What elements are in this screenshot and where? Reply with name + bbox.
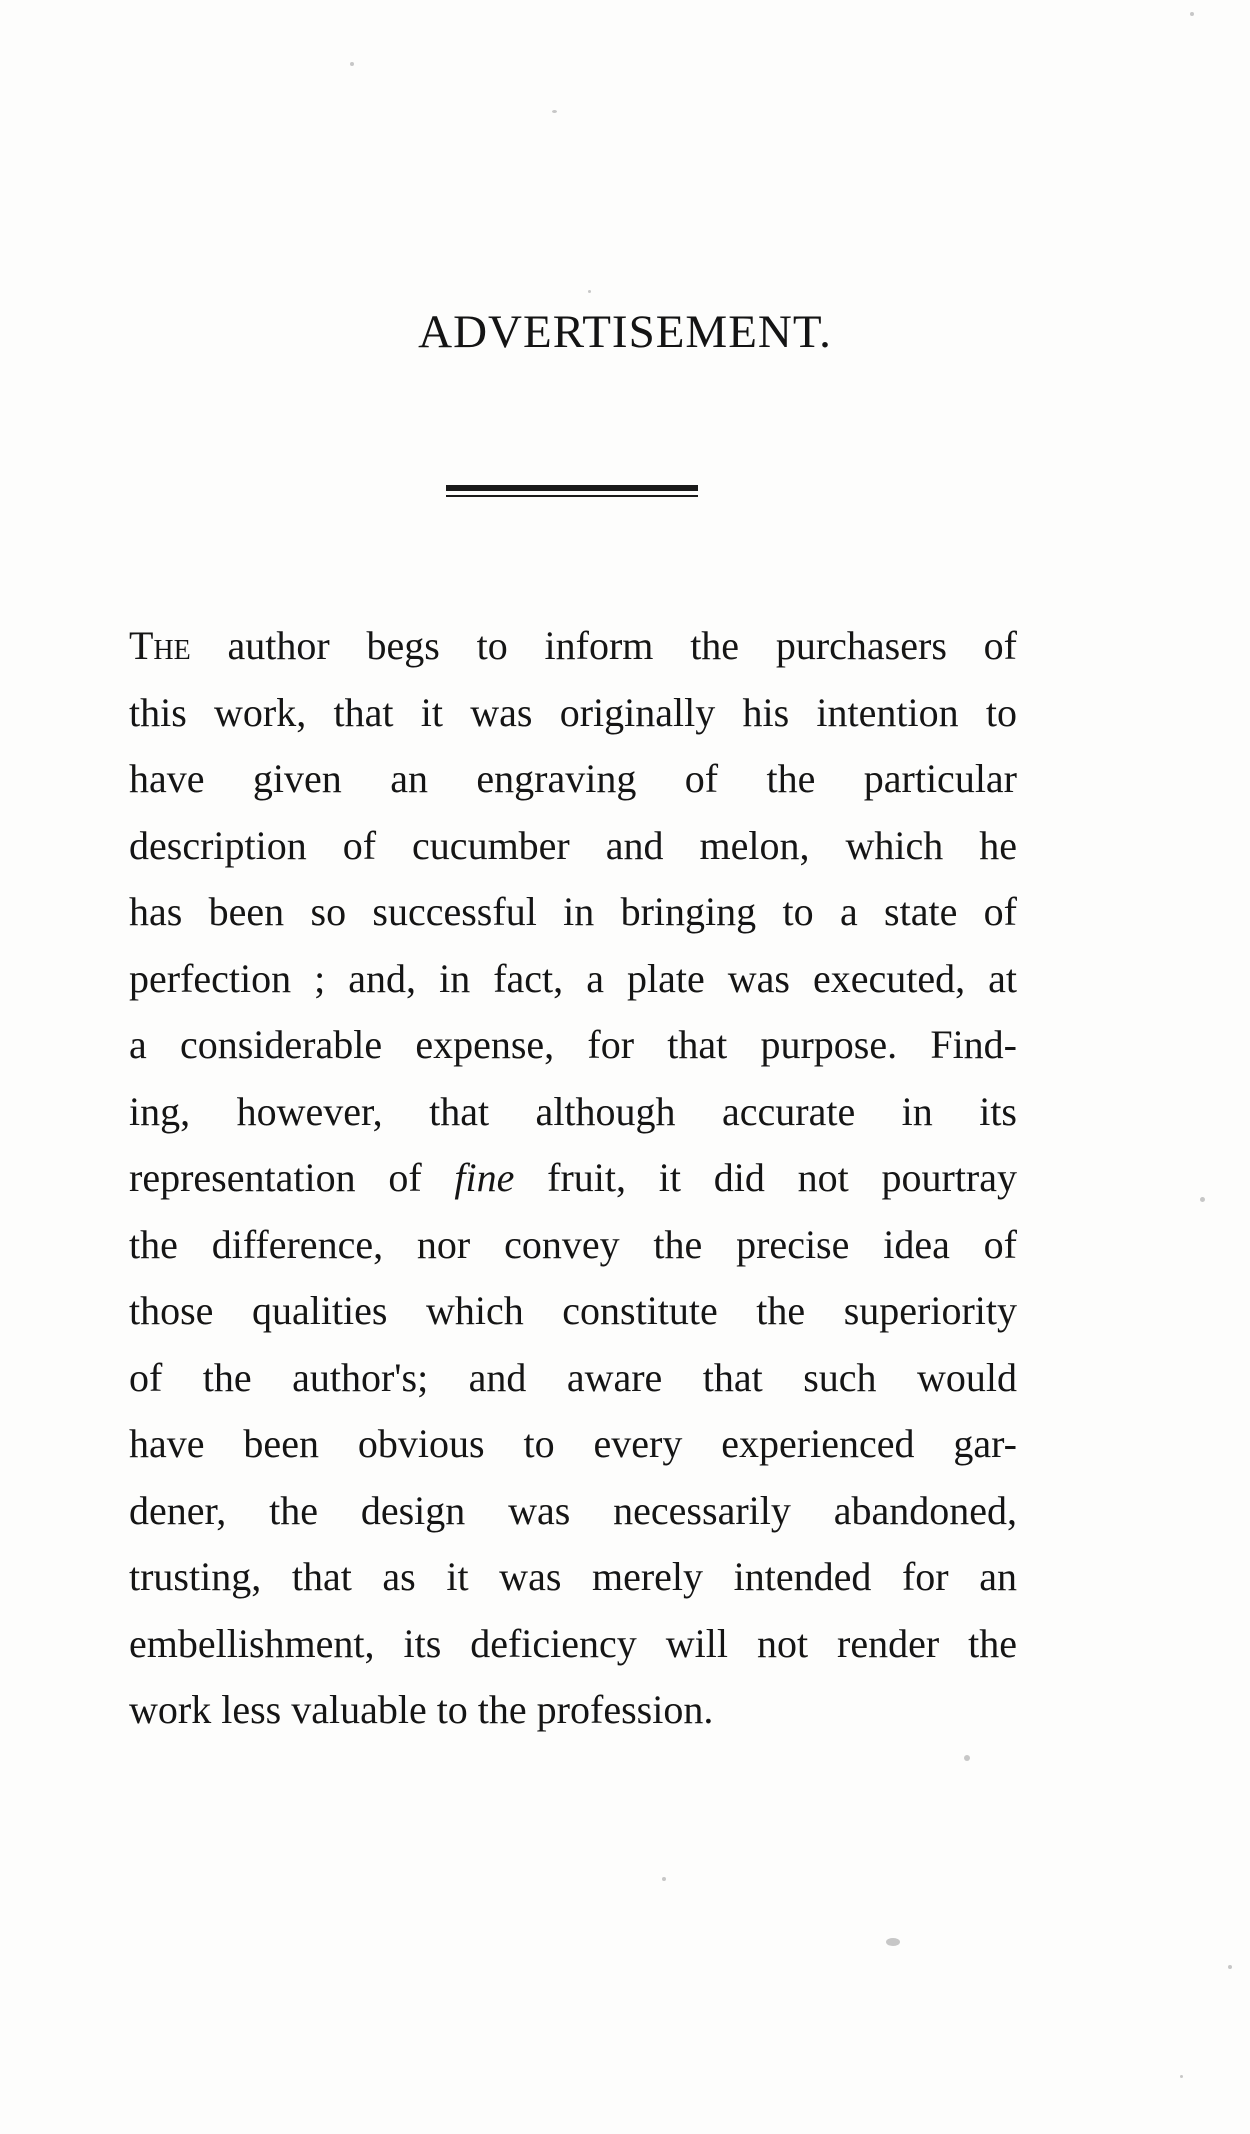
paper-speck [1180, 2075, 1183, 2078]
advertisement-paragraph [129, 613, 1017, 1744]
drop-word: The [129, 623, 191, 668]
paragraph-line: the difference, nor convey the precise idea of [129, 1221, 1017, 1267]
paper-speck [588, 290, 591, 293]
paragraph-line: those qualities which constitute the superiority [129, 1288, 1017, 1333]
paper-speck [1228, 1965, 1232, 1969]
paragraph-line: of the author's; and aware that such would [129, 1354, 1017, 1400]
paragraph-line: has been so successful in bringing to a state of [129, 889, 1017, 934]
paper-speck [662, 1877, 666, 1881]
paragraph-line: this work, that it was originally his intention to [129, 689, 1017, 735]
paragraph-line: ing, however, that although accurate in its [129, 1088, 1017, 1134]
paper-speck [350, 62, 354, 66]
paragraph-line: embellishment, its deficiency will not render the [129, 1620, 1017, 1666]
paper-speck [1190, 12, 1194, 16]
italic-word: fine [454, 1155, 515, 1200]
paragraph-line: work less valuable to the profession. [129, 1687, 714, 1732]
paragraph-line: description of cucumber and melon, which he [129, 822, 1017, 868]
paragraph-line: The author begs to inform the purchasers of [129, 623, 1017, 668]
page-heading: ADVERTISEMENT. [418, 306, 832, 358]
paper-speck [552, 110, 557, 113]
paper-speck [1200, 1197, 1205, 1202]
paragraph-line: perfection ; and, in fact, a plate was executed, at [129, 955, 1017, 1001]
heading-rule-thick [446, 485, 698, 491]
paper-speck [886, 1938, 900, 1946]
paragraph-line: have given an engraving of the particular [129, 756, 1017, 801]
paragraph-line: have been obvious to every experienced gar- [129, 1421, 1017, 1466]
paragraph-line: dener, the design was necessarily abandoned, [129, 1487, 1017, 1533]
paragraph-line: trusting, that as it was merely intended for an [129, 1554, 1017, 1599]
paragraph-line: a considerable expense, for that purpose. Find- [129, 1022, 1017, 1067]
paragraph-line: representation of fine fruit, it did not pourtray [129, 1155, 1018, 1200]
paper-speck [964, 1755, 970, 1761]
heading-rule-thin [446, 495, 698, 497]
